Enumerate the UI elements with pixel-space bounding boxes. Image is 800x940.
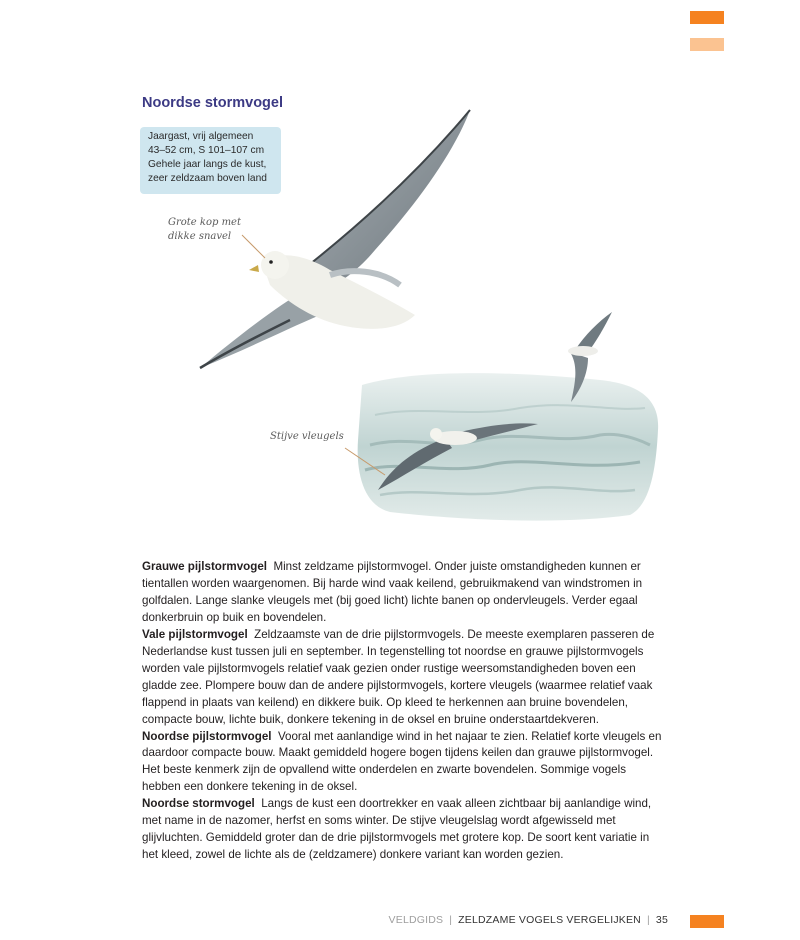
paragraph-vale-pijlstormvogel	[142, 627, 662, 729]
footer-separator: |	[449, 914, 453, 926]
info-occurrence: zeer zeldzaam boven land	[148, 173, 267, 184]
paragraph-noordse-stormvogel	[142, 796, 662, 864]
footer-chapter: ZELDZAME VOGELS VERGELIJKEN	[458, 914, 641, 926]
paragraph-heading: Noordse stormvogel	[142, 797, 255, 811]
info-status: Jaargast, vrij algemeen	[148, 131, 254, 142]
callout-head-line-2: dikke snavel	[168, 231, 232, 242]
callout-head-line-1: Grote kop met	[168, 217, 241, 228]
callout-head	[168, 216, 241, 244]
paragraph-text: Langs de kust een doortrekker en vaak alleen zichtbaar bij aanlandige wind, met name in de nazomer, herfst en soms winter. De stijve vleugelslag wordt afgewisseld met glijvluchten. Gemiddeld groter dan de drie pijlstormvogels met grotere kop. De soort kent variatie in het kleed, zowel de lichte als de (zeldzamere) donkere variant kan worden gezien.	[142, 797, 652, 862]
footer-guide: VELDGIDS	[388, 914, 444, 926]
info-season: Gehele jaar langs de kust,	[148, 159, 267, 170]
paragraph-heading: Grauwe pijlstormvogel	[142, 560, 267, 573]
footer-separator: |	[646, 914, 650, 926]
paragraph-heading: Noordse pijlstormvogel	[142, 729, 272, 743]
page-footer	[389, 914, 668, 926]
paragraph-noordse-pijlstormvogel	[142, 729, 662, 797]
page-title: Noordse stormvogel	[142, 95, 283, 111]
info-size: 43–52 cm, S 101–107 cm	[148, 145, 265, 156]
paragraph-text: Minst zeldzame pijlstormvogel. Onder juiste omstandigheden kunnen er tientallen worden waargenomen. Bij harde wind vaak keilend, gebruikmakend van windstromen in golfdalen. Lange slanke vleugels met (bij goed licht) lichte banen op ondervleugels. Verder egaal donkerbruin op buik en bovendelen.	[142, 560, 643, 624]
callout-line-head	[242, 235, 265, 258]
page-number: 35	[655, 914, 668, 926]
callout-wings: Stijve vleugels	[270, 431, 344, 442]
paragraph-text: Zeldzaamste van de drie pijlstormvogels. De meeste exemplaren passeren de Nederlandse kust tussen juli en september. In tegenstelling tot noordse en grauwe pijlstormvogels worden vale pijlstormvogels relatief vaak gezien onder rustige weersomstandigheden boven een gladde zee. Plompere bouw dan de andere pijlstormvogels, kortere vleugels (waarmee relatief vaak flappend in plaats van keilend) en dikkere buik. Op kleed te herkennen aan bruine bovendelen, compacte bouw, lichte buik, donkere tekening in de oksel en bruine onderstaartdekveren.	[142, 627, 655, 726]
paragraph-heading: Vale pijlstormvogel	[142, 627, 248, 641]
paragraph-grauwe-pijlstormvogel	[142, 559, 662, 627]
species-descriptions	[142, 559, 662, 864]
paragraph-text: Vooral met aanlandige wind in het najaar te zien. Relatief korte vleugels en daardoor compacte bouw. Maakt gemiddeld hogere bogen tijdens keilen dan grauwe pijlstormvogel. Het beste kenmerk zijn de opvallend witte onderdelen en zwarte bovendelen. Sommige vogels hebben een donkere tekening in de oksel.	[142, 729, 662, 794]
sea-background	[358, 373, 658, 520]
footer-tab-marker	[690, 915, 724, 928]
